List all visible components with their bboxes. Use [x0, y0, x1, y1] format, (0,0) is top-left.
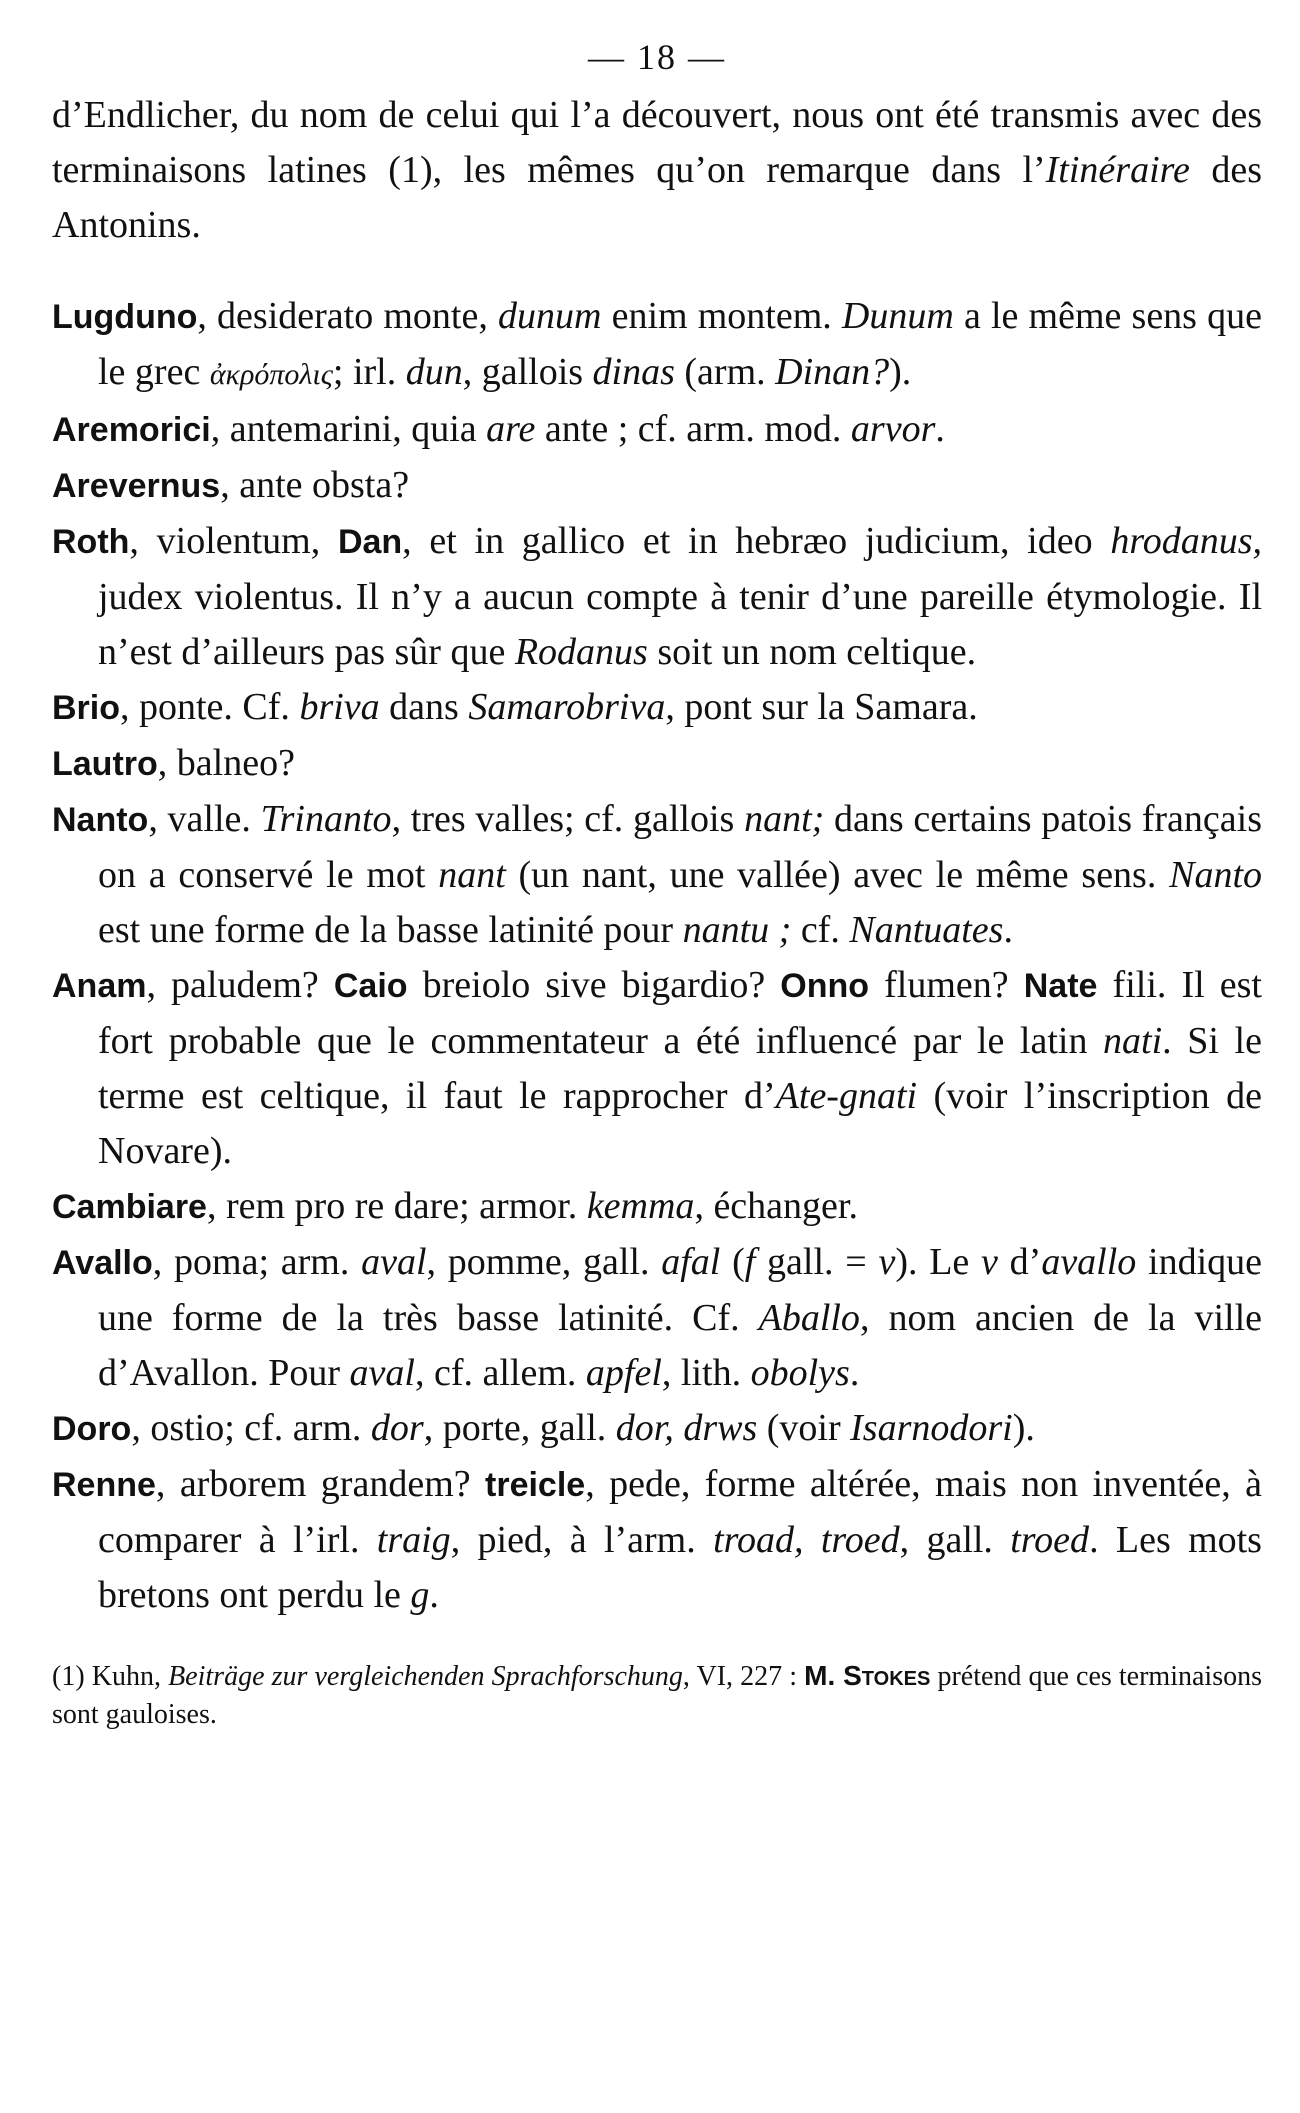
text: , rem pro re dare; armor. — [206, 1185, 587, 1227]
italic-text: aval — [361, 1241, 427, 1283]
italic-text: hrodanus, — [1110, 520, 1262, 562]
text: (voir l’inscription de Novare). — [98, 1075, 1262, 1172]
text: , ante obsta? — [220, 464, 410, 506]
text: , balneo? — [157, 742, 295, 784]
text: des Antonins. — [52, 149, 1262, 246]
text: , valle. — [148, 798, 261, 840]
italic-text: traig — [376, 1519, 451, 1561]
text: , pont sur la Samara. — [665, 686, 978, 728]
italic-text: Dinan? — [775, 351, 890, 393]
text: . — [1003, 909, 1013, 951]
text: dans — [379, 686, 469, 728]
text: ( — [720, 1241, 745, 1283]
entry-nanto — [52, 792, 1262, 958]
italic-text: Beiträge zur vergleichenden Sprachforschung — [168, 1661, 683, 1692]
entry-headword: Roth — [52, 523, 130, 561]
text: , lith. — [661, 1352, 751, 1394]
entry-headword: Caio — [333, 967, 408, 1005]
italic-text: aval — [349, 1352, 415, 1394]
text: cf. — [791, 909, 850, 951]
entry-arevernus — [52, 458, 1262, 514]
text: breiolo sive bigardio? — [407, 964, 781, 1006]
italic-text: Isarnodori — [850, 1407, 1013, 1449]
text: . — [849, 1352, 860, 1394]
entry-headword: treicle — [485, 1466, 586, 1504]
entry-roth — [52, 514, 1262, 680]
text: fili. Il est fort probable que le commentateur a été influencé par le latin — [98, 964, 1262, 1062]
italic-text: Rodanus — [514, 631, 648, 673]
italic-text: Nanto — [1169, 854, 1263, 896]
italic-text: Samarobriva — [468, 686, 666, 728]
text: , arborem grandem? — [155, 1463, 486, 1505]
text: ). — [1012, 1407, 1035, 1449]
text: , cf. allem. — [414, 1352, 586, 1394]
italic-text: Trinanto — [260, 798, 392, 840]
text: , ponte. Cf. — [120, 686, 300, 728]
italic-text: dor, drws — [615, 1407, 758, 1449]
entry-headword: Nate — [1023, 967, 1098, 1005]
author-name: M. Stokes — [804, 1660, 931, 1691]
italic-text: dinas — [592, 351, 675, 393]
entry-brio — [52, 680, 1262, 736]
text: d’ — [997, 1241, 1042, 1283]
italic-text: nant; — [744, 798, 825, 840]
text: . Si le terme est celtique, il faut le rapprocher d’ — [98, 1020, 1262, 1117]
entry-lugduno — [52, 289, 1262, 402]
italic-text: Aballo — [758, 1297, 860, 1339]
italic-text: dunum — [497, 295, 602, 337]
entry-avallo — [52, 1235, 1262, 1401]
text: , gallois — [462, 351, 593, 393]
italic-text: g — [410, 1574, 430, 1616]
footnote — [52, 1657, 1262, 1734]
italic-text: dor — [370, 1407, 424, 1449]
text: , pomme, gall. — [426, 1241, 662, 1283]
italic-text: avallo — [1041, 1241, 1137, 1283]
italic-text: v — [878, 1241, 896, 1283]
italic-text: Nantuates — [849, 909, 1004, 951]
text: d’Endlicher, du nom de celui qui l’a découvert, nous ont été transmis avec des terminaisons latines (1), les mêmes qu’on remarque dans l’ — [52, 94, 1262, 191]
text: , violentum, — [129, 520, 338, 562]
text: judex violentus. Il n’y a aucun compte à tenir d’une pareille étymologie. Il n’est d’ailleurs pas sûr que — [98, 576, 1262, 673]
text: gall. = — [755, 1241, 879, 1283]
italic-text: apfel — [585, 1352, 662, 1394]
text: , échanger. — [694, 1185, 858, 1227]
text: (un nant, une vallée) avec le même sens. — [505, 854, 1170, 896]
italic-text: f — [744, 1241, 756, 1283]
text: est une forme de la basse latinité pour — [98, 909, 683, 951]
italic-text: Itinéraire — [1045, 149, 1190, 191]
text: . Les mots bretons ont perdu le — [98, 1519, 1262, 1616]
text: , gall. — [899, 1519, 1011, 1561]
entry-headword: Avallo — [52, 1244, 153, 1282]
entry-headword: Aremorici — [52, 411, 211, 449]
text: enim montem. — [601, 295, 842, 337]
italic-text: nantu ; — [682, 909, 792, 951]
text: , porte, gall. — [423, 1407, 616, 1449]
text: , pied, à l’arm. — [450, 1519, 714, 1561]
text: ; irl. — [332, 351, 406, 393]
entry-headword: Cambiare — [52, 1188, 207, 1226]
text: , ostio; cf. arm. — [131, 1407, 371, 1449]
text: , nom ancien de la ville d’Avallon. Pour — [98, 1297, 1262, 1394]
entry-headword: Renne — [52, 1466, 156, 1504]
entry-lautro — [52, 736, 1262, 792]
italic-text: troad, troed — [713, 1519, 900, 1561]
italic-text: kemma — [586, 1185, 695, 1227]
text: ). — [889, 351, 912, 393]
italic-text: arvor — [850, 408, 936, 450]
entry-headword: Doro — [52, 1410, 132, 1448]
text: prétend que ces terminaisons sont gauloises. — [52, 1661, 1262, 1730]
entry-renne — [52, 1457, 1262, 1623]
italic-text: troed — [1010, 1519, 1090, 1561]
entry-headword: Lugduno — [52, 298, 198, 336]
page-number: — 18 — — [588, 37, 726, 77]
italic-text: Dunum — [841, 295, 954, 337]
italic-text: obolys — [750, 1352, 850, 1394]
italic-text: Ate-gnati — [775, 1075, 918, 1117]
entry-headword: Anam — [52, 967, 147, 1005]
text: ). Le — [895, 1241, 982, 1283]
text: (arm. — [674, 351, 776, 393]
text: dans certains patois français on a conservé le mot — [98, 798, 1262, 896]
text: flumen? — [869, 964, 1024, 1006]
text: , poma; arm. — [152, 1241, 362, 1283]
italic-text: briva — [299, 686, 380, 728]
entry-headword: Dan — [337, 523, 403, 561]
text: , pede, forme altérée, mais non inventée, à comparer à l’irl. — [98, 1463, 1262, 1561]
text: ante ; cf. arm. mod. — [535, 408, 851, 450]
text: , tres valles; cf. gallois — [391, 798, 745, 840]
text: soit un nom celtique. — [647, 631, 977, 673]
text: , et in gallico et in hebræo judicium, ideo — [402, 520, 1111, 562]
entry-aremorici — [52, 402, 1262, 458]
entry-headword: Onno — [780, 967, 870, 1005]
entry-headword: Nanto — [52, 801, 149, 839]
text: (1) Kuhn, — [52, 1661, 169, 1692]
entry-headword: Arevernus — [52, 467, 221, 505]
text: a le même sens que le grec — [98, 295, 1262, 393]
italic-text: nant — [438, 854, 506, 896]
text: . — [429, 1574, 439, 1616]
text: , desiderato monte, — [197, 295, 498, 337]
italic-text: nati — [1103, 1020, 1163, 1062]
entry-doro — [52, 1401, 1262, 1457]
italic-text: v — [981, 1241, 998, 1283]
entry-cambiare — [52, 1179, 1262, 1235]
text: indique une forme de la très basse latinité. Cf. — [98, 1241, 1263, 1339]
intro-paragraph — [52, 88, 1262, 253]
italic-text: afal — [661, 1241, 721, 1283]
italic-text: dun — [405, 351, 463, 393]
text: (voir — [757, 1407, 851, 1449]
entry-headword: Lautro — [52, 745, 158, 783]
text: , VI, 227 : — [682, 1661, 805, 1692]
entry-anam — [52, 958, 1262, 1179]
text: , antemarini, quia — [210, 408, 487, 450]
italic-text: are — [486, 408, 536, 450]
entry-headword: Brio — [52, 689, 120, 727]
greek-word: ἀκρόπολις — [209, 358, 333, 391]
text: . — [935, 408, 945, 450]
text: , paludem? — [146, 964, 334, 1006]
